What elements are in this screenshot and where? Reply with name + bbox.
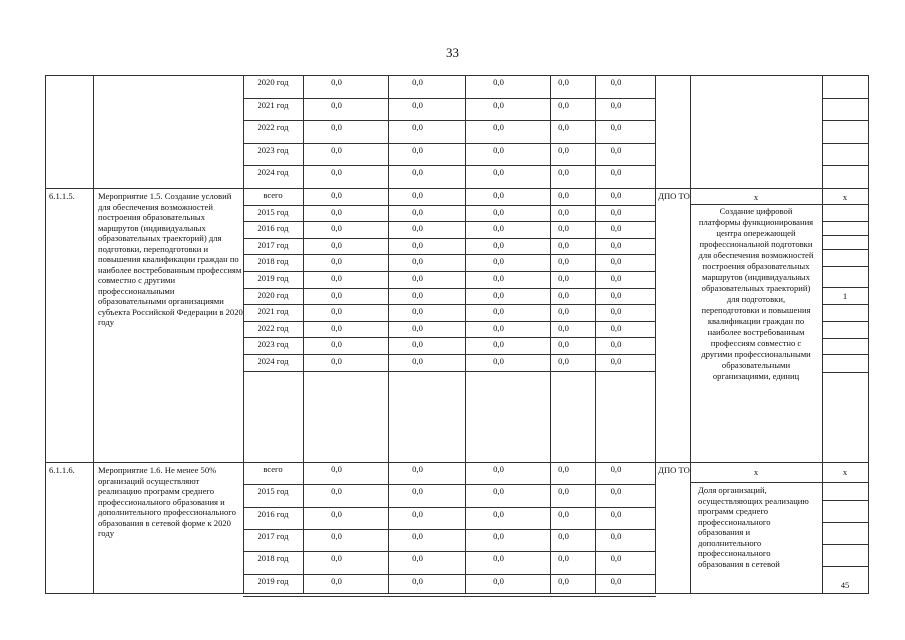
grid-vline	[655, 75, 656, 594]
value-cell: 0,0	[412, 167, 423, 178]
indicator-value: 1	[842, 291, 848, 301]
value-cell: 0,0	[610, 322, 622, 333]
grid-hline	[822, 98, 869, 99]
value-cell: 0,0	[493, 322, 504, 333]
value-cell: 0,0	[412, 206, 423, 217]
value-cell: 0,0	[493, 575, 504, 586]
year-cell: 2020 год	[257, 289, 289, 300]
value-cell: 0,0	[493, 273, 504, 283]
year-cell: 2023 год	[257, 144, 289, 155]
value-cell: 0,0	[331, 289, 342, 300]
value-cell: 0,0	[493, 256, 504, 267]
value-cell: 0,0	[412, 356, 423, 366]
year-cell: 2020 год	[257, 77, 289, 87]
grid-vline	[465, 75, 466, 594]
value-cell: 0,0	[493, 190, 504, 200]
grid-vline	[550, 75, 551, 594]
value-cell: 0,0	[493, 206, 504, 217]
value-cell: 0,0	[493, 339, 504, 350]
value-cell: 0,0	[412, 322, 423, 333]
value-cell: 0,0	[493, 122, 504, 133]
value-cell: 0,0	[412, 256, 423, 267]
value-cell: 0,0	[558, 239, 569, 250]
grid-hline	[243, 596, 656, 597]
value-cell: 0,0	[331, 339, 342, 350]
grid-hline	[45, 593, 869, 594]
value-cell: 0,0	[412, 306, 423, 317]
grid-hline	[822, 165, 869, 166]
value-cell: 0,0	[558, 553, 569, 564]
value-cell: 0,0	[331, 356, 342, 366]
value-cell: 0,0	[331, 239, 342, 250]
value-cell: 0,0	[558, 144, 569, 155]
value-cell: 0,0	[558, 289, 569, 300]
grid-vline	[388, 75, 389, 594]
value-cell: 0,0	[493, 99, 504, 110]
value-cell: 0,0	[412, 508, 423, 519]
value-cell: 0,0	[412, 223, 423, 234]
value-cell: 0,0	[558, 167, 569, 178]
value-cell: 0,0	[558, 464, 569, 474]
value-cell: 0,0	[412, 464, 423, 474]
grid-hline	[822, 304, 869, 305]
value-cell: 0,0	[610, 553, 622, 564]
value-cell: 0,0	[558, 190, 569, 200]
indicator-text: Доля организаций, осуществляющих реализацию программ среднего профессионального образования и дополнительного профессионального образования в сетевой	[698, 485, 809, 569]
value-cell: 0,0	[493, 486, 504, 497]
value-cell: 0,0	[610, 223, 622, 234]
grid-hline	[822, 287, 869, 288]
grid-hline	[822, 522, 869, 523]
value-cell: 0,0	[331, 530, 342, 541]
item-title: Мероприятие 1.5. Создание условий для обеспечения возможностей построения образовательных маршрутов (индивидуальных образовательных траекторий) для подготовки, переподготовки и повышения квалификации граждан по наиболее востребованным профессиям совместно с другими профессиональными образовательными организациями субъекта Российской Федерации в 2020 году	[98, 191, 243, 327]
value-cell: 0,0	[412, 273, 423, 283]
value-cell: 0,0	[558, 223, 569, 234]
value-cell: 0,0	[558, 77, 569, 87]
value-cell: 0,0	[493, 464, 504, 474]
value-cell: 0,0	[558, 122, 569, 133]
grid-hline	[45, 188, 869, 189]
value-cell: 0,0	[412, 190, 423, 200]
value-cell: 0,0	[558, 273, 569, 283]
value-cell: 0,0	[493, 239, 504, 250]
year-cell: 2018 год	[257, 256, 289, 267]
value-cell: 0,0	[412, 339, 423, 350]
year-cell: всего	[263, 190, 283, 200]
indicator-x: x	[753, 467, 759, 477]
grid-hline	[45, 462, 869, 463]
value-cell: 0,0	[558, 530, 569, 541]
grid-vline	[45, 75, 46, 594]
value-cell: 0,0	[610, 167, 622, 178]
grid-hline	[822, 120, 869, 121]
value-cell: 0,0	[331, 575, 342, 586]
indicator-value: 45	[840, 580, 850, 590]
year-cell: 2024 год	[257, 356, 289, 366]
grid-hline	[822, 354, 869, 355]
value-cell: 0,0	[331, 223, 342, 234]
value-cell: 0,0	[331, 306, 342, 317]
year-cell: 2018 год	[257, 553, 289, 564]
value-cell: 0,0	[493, 553, 504, 564]
value-cell: 0,0	[610, 575, 622, 586]
value-cell: 0,0	[558, 356, 569, 366]
indicator-text: Создание цифровой платформы функционирования центра опережающей профессиональной подготовки для обеспечения возможностей построения образовательных маршрутов (индивидуальных образовательных траекторий) для подготовки, переподготовки и повышения квалификации граждан по наиболее востребованным профессиям совместно с другими профессиональными образовательными организациями, единиц	[698, 206, 814, 381]
value-cell: 0,0	[331, 99, 342, 110]
grid-hline	[822, 372, 869, 373]
grid-hline	[822, 221, 869, 222]
grid-hline	[822, 338, 869, 339]
value-cell: 0,0	[558, 99, 569, 110]
executor: ДПО ТО	[658, 465, 690, 475]
value-cell: 0,0	[610, 239, 622, 250]
value-cell: 0,0	[610, 256, 622, 267]
grid-vline	[243, 75, 244, 594]
value-cell: 0,0	[558, 575, 569, 586]
value-cell: 0,0	[558, 322, 569, 333]
grid-hline	[822, 249, 869, 250]
value-cell: 0,0	[412, 575, 423, 586]
value-cell: 0,0	[493, 356, 504, 366]
value-cell: 0,0	[610, 144, 622, 155]
year-cell: 2017 год	[257, 530, 289, 541]
year-cell: 2021 год	[257, 99, 289, 110]
value-cell: 0,0	[493, 167, 504, 178]
value-cell: 0,0	[610, 190, 622, 200]
year-cell: 2021 год	[257, 306, 289, 317]
value-cell: 0,0	[331, 322, 342, 333]
year-cell: 2016 год	[257, 508, 289, 519]
year-cell: 2022 год	[257, 122, 289, 133]
value-cell: 0,0	[610, 289, 622, 300]
value-cell: 0,0	[610, 356, 622, 366]
value-cell: 0,0	[610, 122, 622, 133]
grid-hline	[822, 500, 869, 501]
grid-hline	[822, 482, 869, 483]
value-cell: 0,0	[493, 289, 504, 300]
value-cell: 0,0	[493, 223, 504, 234]
year-cell: 2023 год	[257, 339, 289, 350]
value-cell: 0,0	[610, 339, 622, 350]
year-cell: 2016 год	[257, 223, 289, 234]
grid-vline	[822, 75, 823, 594]
value-cell: 0,0	[412, 530, 423, 541]
grid-vline	[93, 75, 94, 594]
grid-hline	[45, 75, 869, 76]
value-cell: 0,0	[331, 206, 342, 217]
value-cell: 0,0	[331, 77, 342, 87]
year-cell: 2022 год	[257, 322, 289, 333]
value-cell: 0,0	[493, 77, 504, 87]
value-cell: 0,0	[610, 486, 622, 497]
grid-vline	[595, 75, 596, 594]
grid-vline	[690, 75, 691, 594]
value-cell: 0,0	[493, 508, 504, 519]
value-cell: 0,0	[610, 99, 622, 110]
value-cell: 0,0	[610, 306, 622, 317]
value-cell: 0,0	[610, 464, 622, 474]
value-cell: 0,0	[331, 553, 342, 564]
value-cell: 0,0	[331, 190, 342, 200]
grid-hline	[822, 143, 869, 144]
value-cell: 0,0	[558, 486, 569, 497]
year-cell: 2024 год	[257, 167, 289, 178]
indicator-value: x	[842, 192, 848, 202]
value-cell: 0,0	[412, 99, 423, 110]
value-cell: 0,0	[412, 122, 423, 133]
value-cell: 0,0	[558, 256, 569, 267]
value-cell: 0,0	[331, 486, 342, 497]
value-cell: 0,0	[558, 508, 569, 519]
value-cell: 0,0	[412, 553, 423, 564]
year-cell: 2019 год	[257, 273, 289, 283]
value-cell: 0,0	[412, 289, 423, 300]
value-cell: 0,0	[610, 273, 622, 283]
value-cell: 0,0	[331, 508, 342, 519]
executor: ДПО ТО	[658, 191, 690, 201]
indicator-value: x	[842, 467, 848, 477]
value-cell: 0,0	[493, 530, 504, 541]
value-cell: 0,0	[610, 530, 622, 541]
value-cell: 0,0	[412, 486, 423, 497]
indicator-x: x	[753, 192, 759, 202]
grid-hline	[822, 566, 869, 567]
item-code: 6.1.1.6.	[49, 465, 75, 475]
value-cell: 0,0	[412, 144, 423, 155]
value-cell: 0,0	[412, 77, 423, 87]
grid-hline	[822, 204, 869, 205]
value-cell: 0,0	[331, 144, 342, 155]
grid-hline	[822, 235, 869, 236]
value-cell: 0,0	[558, 206, 569, 217]
value-cell: 0,0	[331, 167, 342, 178]
value-cell: 0,0	[412, 239, 423, 250]
item-title: Мероприятие 1.6. Не менее 50% организаций осуществляют реализацию программ среднего профессионального образования и дополнительного профессионального образования в сетевой форме к 2020 году	[98, 465, 236, 538]
value-cell: 0,0	[493, 144, 504, 155]
year-cell: 2015 год	[257, 486, 289, 497]
value-cell: 0,0	[493, 306, 504, 317]
year-cell: 2015 год	[257, 206, 289, 217]
grid-vline	[303, 75, 304, 594]
value-cell: 0,0	[610, 77, 622, 87]
value-cell: 0,0	[610, 206, 622, 217]
value-cell: 0,0	[331, 464, 342, 474]
value-cell: 0,0	[558, 306, 569, 317]
year-cell: 2017 год	[257, 239, 289, 250]
page-number: 33	[446, 45, 459, 60]
year-cell: всего	[263, 464, 283, 474]
grid-hline	[822, 321, 869, 322]
item-code: 6.1.1.5.	[49, 191, 75, 201]
value-cell: 0,0	[610, 508, 622, 519]
grid-vline	[868, 75, 869, 594]
grid-hline	[822, 266, 869, 267]
value-cell: 0,0	[558, 339, 569, 350]
value-cell: 0,0	[331, 256, 342, 267]
value-cell: 0,0	[331, 122, 342, 133]
value-cell: 0,0	[331, 273, 342, 283]
grid-hline	[822, 544, 869, 545]
year-cell: 2019 год	[257, 575, 289, 586]
